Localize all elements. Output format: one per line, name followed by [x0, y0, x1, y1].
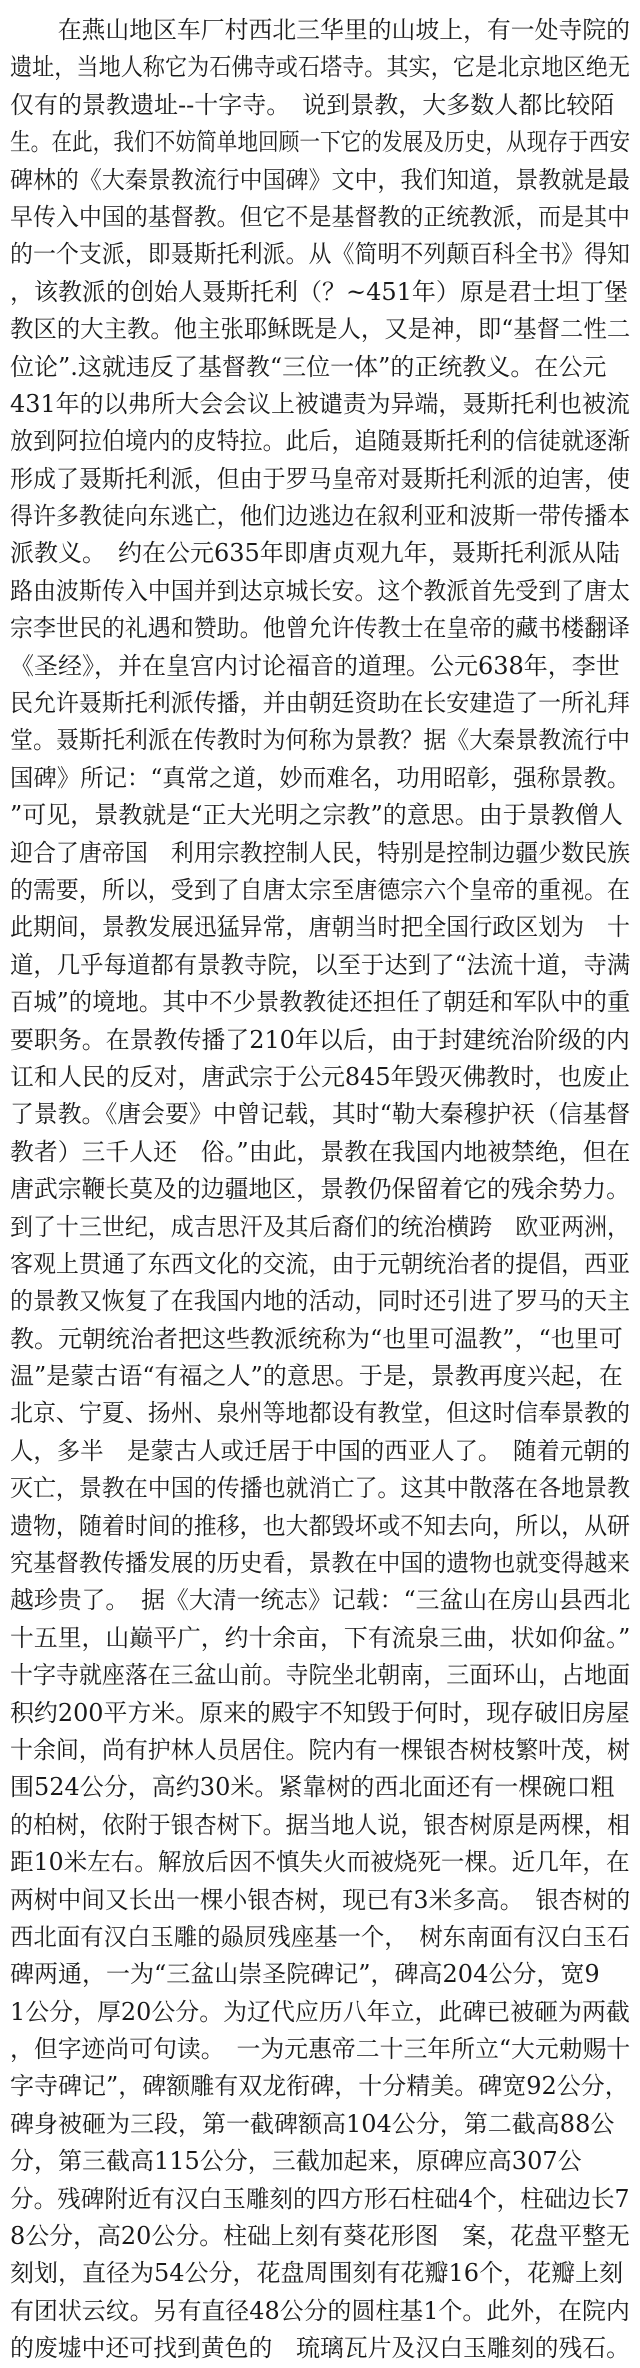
text-line: 的废墟中还可找到黄色的 琉璃瓦片及汉白玉雕刻的残石。 [10, 2334, 631, 2363]
text-line: 字寺碑记”，碑额雕有双龙衔碑，十分精美。碑宽92公分， [10, 2072, 629, 2101]
text-line: 十字寺就座落在三盆山前。寺院坐北朝南，三面环山，占地面 [10, 1661, 631, 1690]
text-line: 到了十三世纪，成吉思汗及其后裔们的统治横跨 欧亚两洲， [10, 1212, 631, 1241]
text-line: 放到阿拉伯境内的皮特拉。此后，追随聂斯托利的信徒就逐渐 [10, 427, 631, 456]
text-line: 1公分，厚20公分。为辽代应历八年立，此碑已被砸为两截 [10, 1997, 630, 2026]
text-line: 教者）三千人还 俗。”由此，景教在我国内地被禁绝，但在 [10, 1137, 631, 1166]
text-line: 派教义。 约在公元635年即唐贞观九年，聂斯托利派从陆 [10, 539, 620, 568]
text-line: 迎合了唐帝国 利用宗教控制人民，特别是控制边疆少数民族 [10, 838, 631, 867]
text-line: 的柏树，依附于银杏树下。据当地人说，银杏树原是两棵，相 [10, 1810, 631, 1839]
text-line: 位论”.这就违反了基督教“三位一体”的正统教义。在公元 [10, 352, 607, 381]
text-line: ”可见，景教就是“正大光明之宗教”的意思。由于景教僧人 [10, 801, 623, 830]
article-body [10, 12, 630, 2368]
text-line: 《圣经》，并在皇宫内讨论福音的道理。公元638年，李世 [10, 651, 620, 680]
text-line: 越珍贵了。 据《大清一统志》记载：“三盆山在房山县西北 [10, 1586, 631, 1615]
text-line: 西北面有汉白玉雕的赑屃残座基一个， 树东南面有汉白玉石 [10, 1922, 630, 1951]
text-line: 教。元朝统治者把这些教派统称为“也里可温教”，“也里可 [10, 1324, 623, 1353]
text-line: 要职务。在景教传播了210年以后，由于封建统治阶级的内 [10, 1025, 630, 1054]
text-line: 灭亡，景教在中国的传播也就消亡了。这其中散落在各地景教 [10, 1474, 631, 1503]
text-line: 遗物，随着时间的推移，也大都毁坏或不知去向，所以，从研 [10, 1511, 631, 1540]
text-line: 距10米左右。解放后因不慎失火而被烧死一棵。近几年，在 [10, 1848, 630, 1877]
text-line: 分，第三截高115公分，三截加起来，原碑应高307公 [10, 2147, 582, 2176]
text-line: 刻划，直径为54公分，花盘周围刻有花瓣16个，花瓣上刻 [10, 2259, 624, 2288]
text-line: 遗址，当地人称它为石佛寺或石塔寺。其实，它是北京地区绝无 [10, 53, 630, 82]
text-line: 的需要，所以，受到了自唐太宗至唐德宗六个皇帝的重视。在 [10, 875, 631, 904]
text-line: 的一个支派，即聂斯托利派。从《简明不列颠百科全书》得知 [10, 240, 631, 269]
text-line: 围524公分，高约30米。紧靠树的西北面还有一棵碗口粗 [10, 1773, 615, 1802]
text-line: 道，几乎每道都有景教寺院，以至于达到了“法流十道，寺满 [10, 950, 630, 979]
text-line: 积约200平方米。原来的殿宇不知毁于何时，现存破旧房屋 [10, 1698, 630, 1727]
text-line: 早传入中国的基督教。但它不是基督教的正统教派，而是其中 [10, 202, 631, 231]
text-line: 碑林的《大秦景教流行中国碑》文中，我们知道，景教就是最 [10, 165, 631, 194]
text-line: 国碑》所记：“真常之道，妙而难名，功用昭彰，强称景教。 [10, 763, 630, 792]
text-line: 宗李世民的礼遇和赞助。他曾允许传教士在皇帝的藏书楼翻译 [10, 614, 631, 643]
text-line: 的景教又恢复了在我国内地的活动，同时还引进了罗马的天主 [10, 1287, 631, 1316]
text-line: 温”是蒙古语“有福之人”的意思。于是，景教再度兴起，在 [10, 1362, 623, 1391]
text-line: 十五里，山巅平广，约十余亩，下有流泉三曲，状如仰盆。” [10, 1623, 631, 1652]
text-line: 路由波斯传入中国并到达京城长安。这个教派首先受到了唐太 [10, 576, 631, 605]
text-line: 究基督教传播发展的历史看，景教在中国的遗物也就变得越来 [10, 1549, 631, 1578]
text-line: 此期间，景教发展迅猛异常，唐朝当时把全国行政区划为 十 [10, 913, 631, 942]
text-line: 仅有的景教遗址--十字寺。 说到景教，大多数人都比较陌 [10, 90, 615, 119]
text-line: 了景教。《唐会要》中曾记载，其时“勒大秦穆护祆（信基督 [10, 1100, 631, 1129]
text-line: 北京、宁夏、扬州、泉州等地都设有教堂，但这时信奉景教的 [10, 1399, 631, 1428]
text-line: 两树中间又长出一棵小银杏树，现已有3米多高。 银杏树的 [10, 1885, 630, 1914]
text-line: 唐武宗鞭长莫及的边疆地区，景教仍保留着它的残余势力。 [10, 1175, 631, 1204]
text-line: ，但字迹尚可句读。 一为元惠帝二十三年所立“大元勅赐十 [10, 2035, 631, 2064]
text-line: 百城”的境地。其中不少景教教徒还担任了朝廷和军队中的重 [10, 988, 630, 1017]
text-line: 堂。聂斯托利派在传教时为何称为景教？据《大秦景教流行中 [10, 726, 631, 755]
text-line: 人，多半 是蒙古人或迁居于中国的西亚人了。 随着元朝的 [10, 1436, 630, 1465]
text-line: 生。在此，我们不妨简单地回顾一下它的发展及历史，从现存于西安 [10, 128, 630, 157]
text-line: 教区的大主教。他主张耶稣既是人，又是神，即“基督二性二 [10, 315, 630, 344]
text-line: 得许多教徒向东逃亡，他们边逃边在叙利亚和波斯一带传播本 [10, 502, 631, 531]
text-line: 有团状云纹。另有直径48公分的圆柱基1个。此外，在院内 [10, 2296, 630, 2325]
text-line: 431年的以弗所大会会议上被谴责为异端，聂斯托利也被流 [10, 389, 630, 418]
text-line: 分。残碑附近有汉白玉雕刻的四方形石柱础4个，柱础边长7 [10, 2184, 630, 2213]
text-line: 碑身被砸为三段，第一截碑额高104公分，第二截高88公 [10, 2109, 615, 2138]
text-line: 8公分，高20公分。柱础上刻有葵花形图 案，花盘平整无 [10, 2222, 630, 2251]
text-line: 十余间，尚有护林人员居住。院内有一棵银杏树枝繁叶茂，树 [10, 1735, 631, 1764]
text-line: 客观上贯通了东西文化的交流，由于元朝统治者的提倡，西亚 [10, 1249, 631, 1278]
text-line: 碑两通，一为“三盆山崇圣院碑记”，碑高204公分，宽9 [10, 1960, 600, 1989]
text-line: 民允许聂斯托利派传播，并由朝廷资助在长安建造了一所礼拜 [10, 689, 631, 718]
text-line: 形成了聂斯托利派，但由于罗马皇帝对聂斯托利派的迫害，使 [10, 464, 631, 493]
text-line: 在燕山地区车厂村西北三华里的山坡上，有一处寺院的 [10, 16, 631, 44]
text-line: 讧和人民的反对，唐武宗于公元845年毁灭佛教时，也废止 [10, 1062, 630, 1091]
text-line: ，该教派的创始人聂斯托利（？~451年）原是君士坦丁堡 [10, 277, 628, 306]
